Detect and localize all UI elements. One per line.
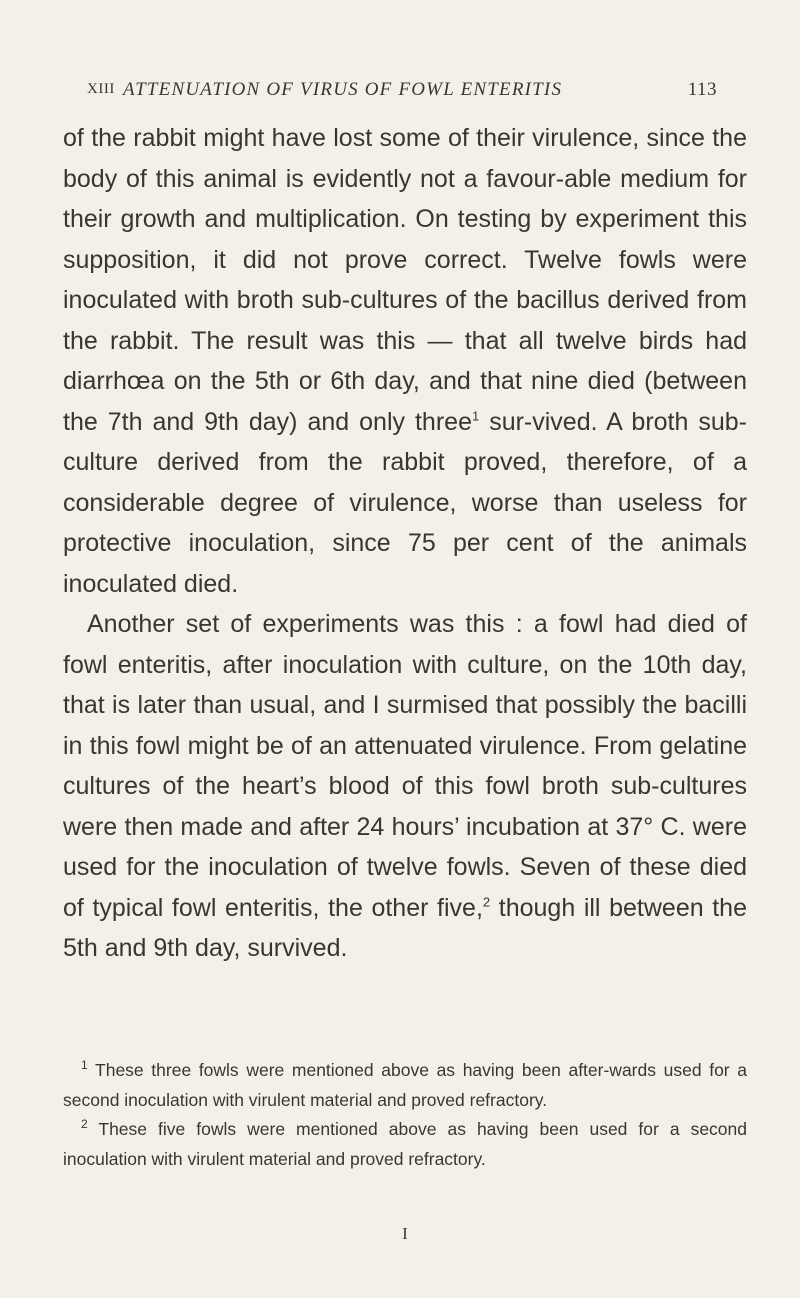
footnote-ref-1: 1 bbox=[471, 408, 480, 424]
running-title: ATTENUATION OF VIRUS OF FOWL ENTERITIS bbox=[123, 79, 563, 100]
page-number: 113 bbox=[687, 79, 717, 100]
footnotes bbox=[63, 1056, 747, 1174]
paragraph-1 bbox=[63, 118, 747, 604]
chapter-number: XIII bbox=[87, 81, 115, 97]
paragraph-1-text-b: sur-vived. A broth sub-culture derived from the rabbit proved, therefore, of a considerable degree of virulence, worse than useless for protective inoculation, since 75 per cent of the animals inoculated died. bbox=[63, 407, 748, 598]
running-head bbox=[87, 79, 717, 105]
paragraph-2-text-b: though ill between the 5th and 9th day, survived. bbox=[63, 893, 747, 962]
paragraph-2-text-a: Another set of experiments was this : a fowl had died of fowl enteritis, after inoculation with culture, on the 10th day, that is later than usual, and I surmised that possibly the bacilli in this fowl might be of an attenuated virulence. From gelatine cultures of the heart’s blood of this fowl broth sub-cultures were then made and after 24 hours’ incubation at 37° C. were used for the inoculation of twelve fowls. Seven of these died of typical fowl enteritis, the other five, bbox=[63, 610, 747, 922]
paragraph-1-text-a: of the rabbit might have lost some of their virulence, since the body of this animal is evidently not a favour-able medium for their growth and multiplication. On testing by experiment this supposition, it did not prove correct. Twelve fowls were inoculated with broth sub-cultures of the bacillus derived from the rabbit. The result was this — that all twelve birds had diarrhœa on the 5th or 6th day, and that nine died (between the 7th and 9th day) and only three bbox=[63, 124, 747, 436]
footnote-1 bbox=[63, 1056, 747, 1115]
footnote-1-text: These three fowls were mentioned above as having been after-wards used for a second inoculation with virulent material and proved refractory. bbox=[63, 1060, 748, 1110]
book-page bbox=[63, 0, 751, 1298]
footnote-1-mark: 1 bbox=[81, 1058, 88, 1073]
signature-mark: I bbox=[402, 1224, 408, 1243]
footnote-2-text: These five fowls were mentioned above as having been used for a second inoculation with virulent material and proved refractory. bbox=[63, 1119, 747, 1169]
body-text bbox=[63, 118, 747, 969]
footnote-2-mark: 2 bbox=[81, 1117, 88, 1132]
footnote-ref-2: 2 bbox=[482, 894, 491, 910]
footnote-2 bbox=[63, 1115, 747, 1174]
paragraph-2 bbox=[63, 604, 747, 969]
